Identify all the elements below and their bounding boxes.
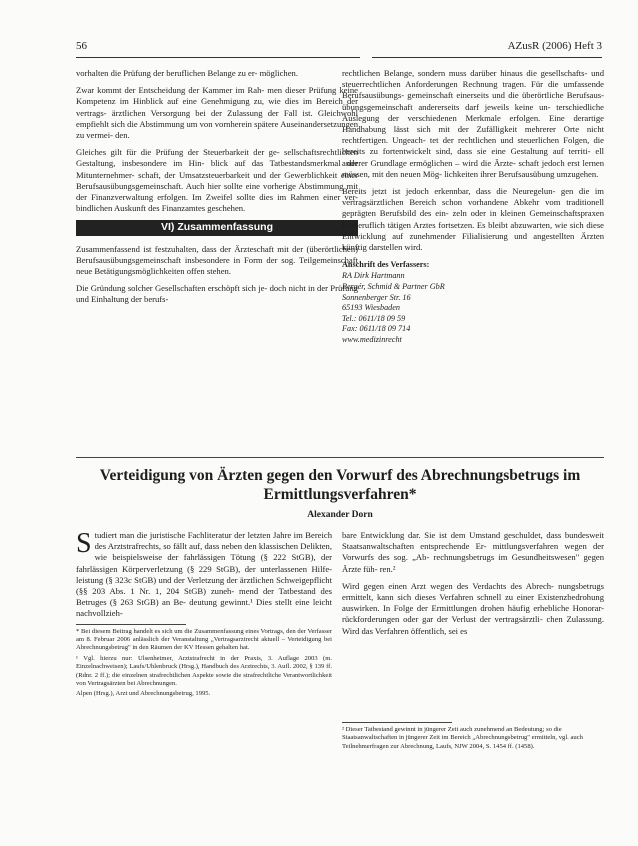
address-line: Fax: 0611/18 09 714 (342, 324, 411, 334)
paragraph: Zwar kommt der Entscheidung der Kammer im Rah- men dieser Prüfung keine Kompetenz im Hinblick auf eine Genehmigung zu, wie dies im Bereich der vertrags- ärztlichen Versorgung bei der Zulassung der Fall ist. Gleichwohl empfiehlt sich die Abstimmung um von vornherein spätere Auseinandersetzungen zu vermei- den. (76, 85, 358, 141)
paragraph: Gleiches gilt für die Prüfung der Steuerbarkeit der ge- sellschaftsrechtlichen Gestaltung, insbesondere im Hin- blick auf das Tatbestandsmerkmal der Mitunternehmer- schaft, der Umsatzsteuerbarkeit und der Gewerblichkeit einer Berufsausübungsgemeinschaft. Auch hier sollte eine vorherige Abstimmung mit der Finanzverwaltung erfolgen. Im Zweifel sollte dies im Rahmen einer ver- bindlichen Auskunft des Finanzamtes geschehen. (76, 147, 358, 214)
paragraph (76, 530, 332, 620)
article-author: Alexander Dorn (307, 510, 373, 520)
header-rule (76, 57, 360, 58)
author-address (342, 259, 604, 345)
section-heading: VI) Zusammenfassung (76, 220, 358, 235)
paragraph: Die Gründung solcher Gesellschaften erschöpft sich je- doch nicht in der Prüfung und Einhaltung der berufs- (76, 283, 358, 305)
address-line: 65193 Wiesbaden (342, 303, 400, 313)
address-line: RA Dirk Hartmann (342, 271, 405, 281)
article-right-column (342, 530, 604, 637)
article-title: Verteidigung von Ärzten gegen den Vorwurf des Abrechnungsbetrugs im Ermittlungsverfahren* (99, 467, 581, 503)
paragraph: Bereits jetzt ist jedoch erkennbar, dass die Neuregelun- gen die im vertragsärztlichen Bereich schon vorhandene Abkehr vom traditionell geprägten Berufsbild des ein- zeln oder in kleinen Gemeinschaftspraxen freiberuflich tätigen Arztes fortsetzen. Es bleibt abzuwarten, wie sich diese Entwicklung auf zunehmender Filialisierung und angestellten Ärzten künftig darstellen wird. (342, 186, 604, 253)
footnote: ¹ Vgl. hierzu nur: Ulsenheimer, Arztstrafrecht in der Praxis, 3. Auflage 2003 (m. Einzelnachweisen); Laufs/Uhlenbruck (Hrsg.), Handbuch des Arztrechts, 3. Aufl. 2002, § 139 ff. (Rdnr. 2 ff.); die einzelnen strafrechtlichen Aspekte sowie die strafrechtliche Verantwortlichkeit von Vertragsärzten bei Abrechnungen. (76, 654, 332, 688)
footnote: * Bei diesem Beitrag handelt es sich um die Zusammenfassung eines Vortrags, den der Verfasser am 8. Februar 2006 anlässlich der Veranstaltung „Vertragsarztrecht aktuell – Verteidigung bei Abrechnungsbetrug" in den Räumen der KV Hessen gehalten hat. (76, 627, 332, 652)
address-line: Tel.: 0611/18 09 59 (342, 313, 406, 323)
paragraph: Wird gegen einen Arzt wegen des Verdachts des Abrech- nungsbetrugs ermittelt, kann sich dieses Verfahren schnell zu einer Existenzbedrohung auswirken. In Folge der Ermittlungen drohen häufig erhebliche Honorar- rückforderungen oder gar der Verlust der vertragsärztli- chen Zulassung. Wird das Verfahren öffentlich, sei es (342, 580, 604, 636)
header-rule-right (372, 57, 602, 58)
address-title: Anschrift des Verfassers: (342, 260, 430, 270)
article-divider (76, 457, 604, 458)
footnote: Alpen (Hrsg.), Arzt und Abrechnungsbetrug, 1995. (76, 690, 211, 698)
upper-right-column (342, 68, 604, 346)
address-line: Sonnenberger Str. 16 (342, 292, 411, 302)
paragraph: rechtlichen Belange, sondern muss darüber hinaus die gesellschafts- und steuerrechtlichen Anforderungen Rechnung tragen. Für die umfassende Berufsausübungs- gemeinschaft einerseits und die überörtliche Berufsaus- übungsgemeinschaft andererseits darf jeweils keine un- terschiedliche Auslegung der verschiedenen Merkmale erfolgen. Eine derartige Handhabung lässt sich mit der Zufälligkeit mehrerer Orte nicht rechtfertigen. Ungeach- tet der rechtlichen und steuerlichen Folgen, die bereits zu fortentwickelt sind, dass sie eine Gestaltung auf territi- ell anderer Grundlage ermöglichen – wird die Ärzte- schaft jedoch erst lernen müssen, mit den neuen Mög- lichkeiten ihrer Berufsausübung umzugehen. (342, 68, 604, 179)
paragraph: bare Entwicklung dar. Sie ist dem Umstand geschuldet, dass bundesweit Staatsanwaltschaften entsprechende Er- mittlungsverfahren wegen der Vorwurfs des sog. „Ab- rechnungsbetrugs im Gesundheitswesen" gegen Ärzte füh- ren.² (342, 530, 604, 574)
footnote-rule (342, 722, 452, 723)
upper-left-column (76, 68, 358, 312)
footnote-rule (76, 624, 186, 625)
paragraph: Zusammenfassend ist festzuhalten, dass der Ärzteschaft mit der (überörtlichen) Berufsausübungsgemeinschaft insbesondere in Form der sog. Teilgemeinschaft neue Betätigungsmöglichkeiten offen stehen. (76, 243, 358, 277)
page-number: 56 (76, 40, 87, 52)
paragraph-text: tudiert man die juristische Fachliteratur der letzten Jahre im Bereich des Arztstrafrechts, so fällt auf, dass neben den klassischen Delikten, wie beispielsweise der fahrlässigen Tötung (§ 222 StGB), der fahrlässigen Körperverletzung (§ 229 StGB), der unterlassenen Hilfe- leistung (§ 323c StGB) und der Verletzung der ärztlichen Schweigepflicht (§§ 203 Abs. 1 Nr. 1, 204 StGB) zuneh- mend der Tatbestand des Betruges (§ 263 StGB) an Be- deutung gewinnt.¹ Dies stellt eine leicht nachvollzieh- (76, 530, 332, 619)
drop-cap: S (76, 528, 92, 559)
article-left-column (76, 530, 332, 701)
paragraph: vorhalten die Prüfung der beruflichen Belange zu er- möglichen. (76, 68, 298, 78)
footnote: ² Dieser Tatbestand gewinnt in jüngerer Zeit auch zunehmend an Bedeutung; so die Staatsanwaltschaften in jüngerer Zeit im Bereich „Abrechnungsbetrug" ermitteln, vgl. auch Teilnehmerfragen zur Abrechnung, Laufs, NJW 2004, S. 1454 ff. (1458). (342, 726, 583, 750)
address-line: Bergér, Schmid & Partner GbR (342, 282, 445, 292)
address-line: www.medizinrecht (342, 335, 402, 345)
journal-title: AZusR (2006) Heft 3 (507, 40, 602, 52)
footnote-right (342, 718, 604, 753)
